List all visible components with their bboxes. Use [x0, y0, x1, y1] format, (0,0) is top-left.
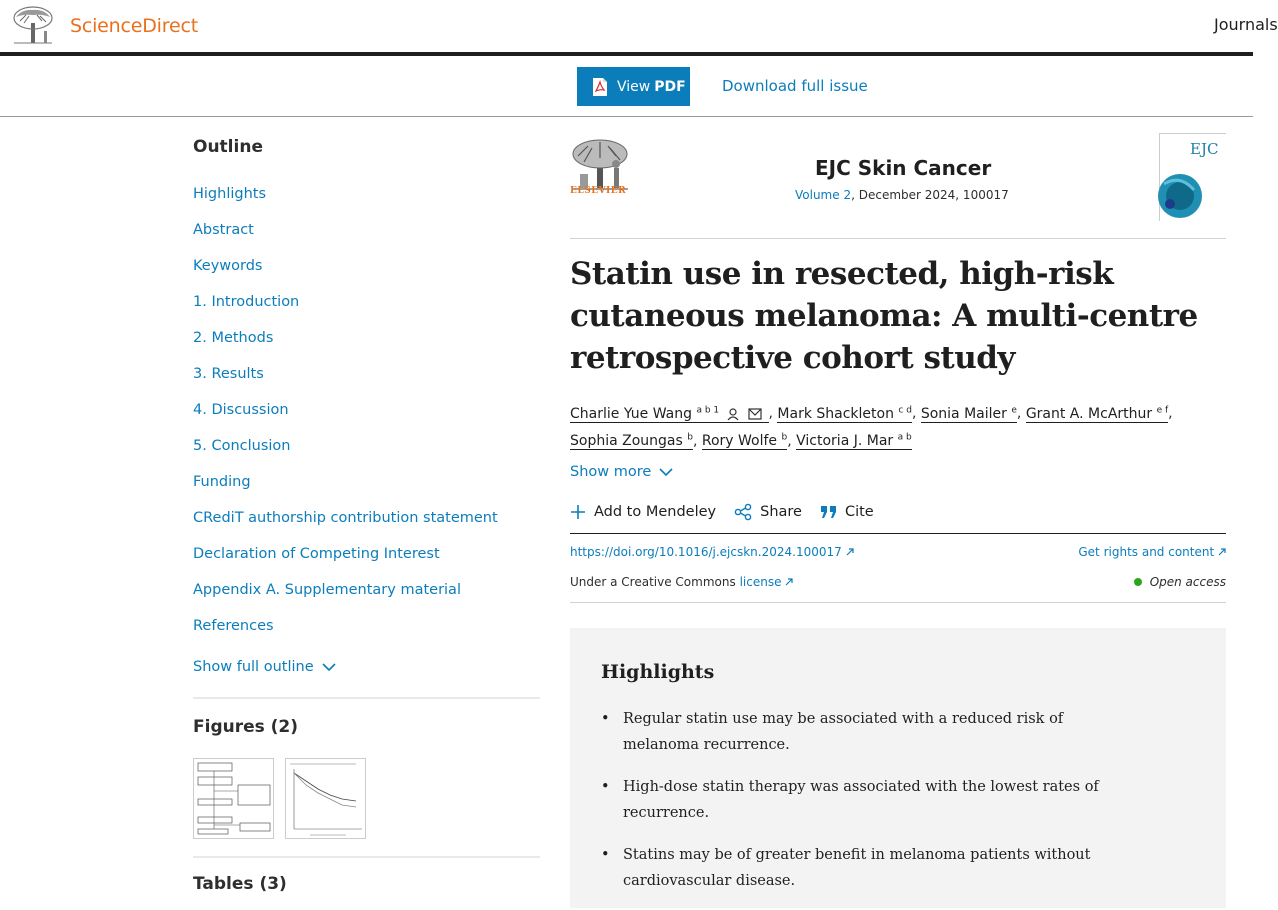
outline-item: [193, 615, 540, 651]
journal-issue-info: [795, 188, 1009, 202]
article-title: Statin use in resected, high-risk cutaneous melanoma: A multi-centre retrospective cohort study: [570, 256, 1198, 376]
highlights-list: [601, 706, 1121, 910]
sidebar-divider: [193, 856, 540, 858]
outline-item: [193, 435, 540, 471]
outline-link-references[interactable]: References: [193, 618, 274, 634]
plus-icon: [570, 504, 586, 520]
show-more-link[interactable]: [570, 464, 673, 480]
download-full-issue-link[interactable]: Download full issue: [722, 77, 868, 95]
outline-list: [193, 183, 540, 651]
author-affiliation: b: [687, 432, 693, 443]
outline-link-discussion[interactable]: 4. Discussion: [193, 402, 289, 418]
external-link-icon: [846, 548, 854, 556]
get-rights-text: Get rights and content: [1078, 545, 1215, 559]
author-name: Victoria J. Mar: [796, 433, 894, 450]
outline-item: [193, 219, 540, 255]
author-name: Rory Wolfe: [701, 433, 778, 450]
elsevier-tree-logo[interactable]: [10, 5, 56, 45]
outline-link-introduction[interactable]: 1. Introduction: [193, 294, 300, 310]
author-affiliation: b: [781, 432, 788, 443]
person-icon: [726, 407, 740, 421]
show-full-outline-label: Show full outline: [193, 659, 314, 675]
outline-link-methods[interactable]: 2. Methods: [193, 330, 274, 346]
outline-link-competing-interest[interactable]: Declaration of Competing Interest: [193, 546, 440, 562]
open-access-dot-icon: [1134, 578, 1142, 586]
author-name: Charlie Yue Wang: [570, 405, 692, 422]
chevron-down-icon: [322, 663, 336, 672]
license-divider: [570, 602, 1226, 603]
figure-thumbnail-2[interactable]: [285, 758, 366, 839]
get-rights-link[interactable]: [1078, 545, 1226, 559]
outline-item: [193, 471, 540, 507]
author-link[interactable]: [570, 433, 693, 450]
outline-link-appendix[interactable]: Appendix A. Supplementary material: [193, 582, 461, 598]
chevron-down-icon: [659, 468, 673, 477]
author-link[interactable]: [702, 433, 787, 450]
journal-cover-image[interactable]: [1159, 133, 1226, 221]
outline-item: [193, 579, 540, 615]
journals-nav-link[interactable]: Journals: [1214, 15, 1278, 34]
license-link[interactable]: [740, 575, 794, 589]
author-affiliation: c d: [898, 405, 912, 415]
view-pdf-label: View: [617, 78, 651, 95]
tables-heading: Tables (3): [193, 874, 287, 894]
outline-heading: Outline: [193, 137, 263, 157]
author-affiliation: e f: [1156, 405, 1169, 415]
external-link-icon: [1218, 548, 1226, 556]
outline-link-funding[interactable]: Funding: [193, 474, 251, 490]
survival-curve-thumbnail-icon: [286, 759, 365, 838]
author-link[interactable]: [1026, 406, 1168, 423]
author-list: Charlie Yue Wang $^{a b 1}$ , Mark Shackleton $^{c d}$, Sonia Mailer $^e$, Grant A. McArthur $^{e f}$, Sophia Zoungas $^b$, Rory Wolfe $^b$, Victoria J. Mar $^{a b}$: [570, 405, 1173, 450]
license-link-text: license: [739, 575, 782, 589]
outline-item: [193, 507, 540, 543]
article-header-divider: [570, 238, 1226, 239]
outline-link-keywords[interactable]: Keywords: [193, 258, 263, 274]
outline-item: [193, 291, 540, 327]
highlight-item: • Regular statin use may be associated with a reduced risk of melanoma recurrence.: [601, 706, 1121, 758]
issue-date-text: , December 2024, 100017: [851, 188, 1009, 202]
author-name: Mark Shackleton: [777, 405, 894, 422]
author-affiliation: e: [1011, 405, 1017, 415]
sidebar-divider: [193, 697, 540, 699]
flowchart-thumbnail-icon: [194, 759, 273, 838]
author-name: Sonia Mailer: [920, 405, 1007, 422]
license-prefix-text: Under a Creative Commons: [570, 575, 736, 589]
email-icon: [748, 408, 762, 420]
pdf-icon: [591, 77, 609, 97]
doi-text: https://doi.org/10.1016/j.ejcskn.2024.100017: [570, 545, 842, 559]
svg-text:EJC: EJC: [1190, 140, 1219, 158]
highlights-heading: Highlights: [601, 661, 715, 683]
view-pdf-button[interactable]: [577, 67, 690, 106]
author-affiliation: a b 1: [696, 405, 720, 415]
add-to-mendeley-label: Add to Mendeley: [594, 504, 717, 520]
outline-item: [193, 183, 540, 219]
outline-link-highlights[interactable]: Highlights: [193, 186, 267, 202]
author-link[interactable]: [777, 406, 912, 423]
article-actions: [570, 503, 892, 521]
article-toolbar: [0, 56, 1253, 117]
outline-link-credit-statement[interactable]: CRediT authorship contribution statement: [193, 510, 498, 526]
open-access-badge: [1134, 575, 1226, 589]
site-header: [0, 0, 1278, 53]
outline-item: [193, 363, 540, 399]
outline-link-abstract[interactable]: Abstract: [193, 222, 254, 238]
share-button[interactable]: [734, 503, 802, 521]
show-more-label: Show more: [570, 464, 652, 480]
highlight-item: • High-dose statin therapy was associated with the lowest rates of recurrence.: [601, 774, 1121, 826]
author-name: Grant A. McArthur: [1025, 405, 1153, 422]
quote-icon: [820, 505, 837, 519]
show-full-outline-link[interactable]: [193, 659, 336, 675]
highlight-item: • Statins may be of greater benefit in melanoma patients without cardiovascular disease.: [601, 842, 1121, 894]
author-link[interactable]: [921, 406, 1017, 423]
sciencedirect-logo-text[interactable]: ScienceDirect: [70, 15, 198, 37]
author-name: Sophia Zoungas: [570, 433, 683, 450]
doi-row: [570, 545, 1226, 559]
outline-link-results[interactable]: 3. Results: [193, 366, 264, 382]
doi-link[interactable]: [570, 545, 854, 559]
author-link[interactable]: [796, 433, 912, 450]
outline-item: [193, 399, 540, 435]
cite-label: Cite: [844, 504, 874, 520]
view-pdf-bold-label: PDF: [654, 78, 686, 95]
add-to-mendeley-button[interactable]: [570, 504, 716, 520]
share-icon: [734, 503, 752, 521]
journal-name[interactable]: EJC Skin Cancer: [815, 156, 992, 180]
volume-link[interactable]: Volume 2: [795, 188, 852, 202]
outline-item: [193, 255, 540, 291]
outline-link-conclusion[interactable]: 5. Conclusion: [193, 438, 291, 454]
open-access-label: Open access: [1149, 575, 1226, 589]
license-row: [570, 575, 1226, 589]
highlights-section: [570, 628, 1226, 908]
external-link-icon: [785, 578, 793, 586]
figures-heading: Figures (2): [193, 717, 299, 737]
share-label: Share: [760, 504, 802, 520]
author-link[interactable]: [570, 406, 769, 423]
cite-button[interactable]: [820, 504, 874, 520]
outline-item: [193, 543, 540, 579]
actions-divider: [570, 533, 1226, 534]
journal-cover-art: [1160, 134, 1227, 222]
figure-thumbnail-1[interactable]: [193, 758, 274, 839]
author-affiliation: a b: [897, 432, 912, 443]
outline-item: [193, 327, 540, 363]
elsevier-wordmark: ELSEVIER: [570, 186, 627, 196]
